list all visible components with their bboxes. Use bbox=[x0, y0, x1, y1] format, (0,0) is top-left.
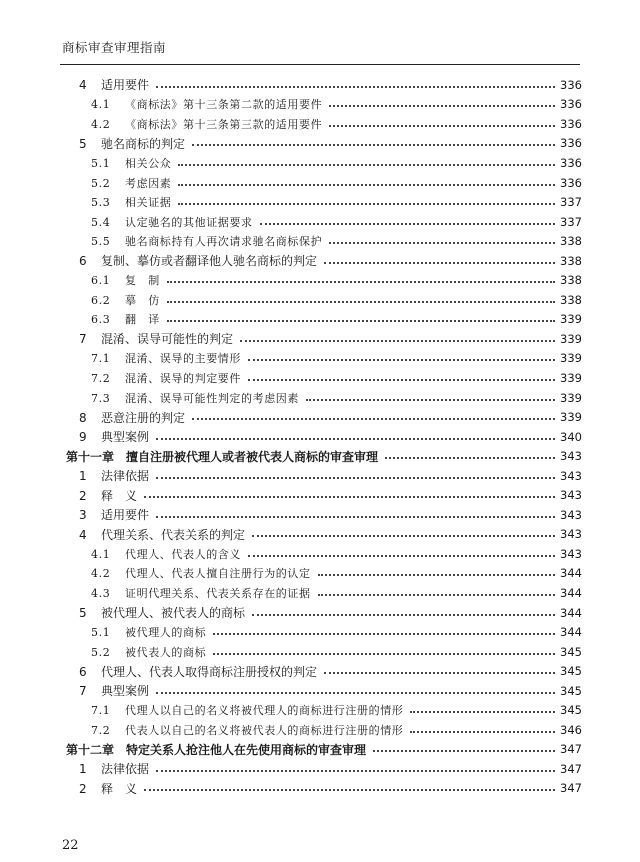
toc-entry-title: 恶意注册的判定 bbox=[101, 410, 186, 425]
toc-entry-label bbox=[91, 585, 315, 601]
toc-entry-number: 3 bbox=[79, 508, 87, 523]
toc-entry-number: 5.2 bbox=[91, 645, 111, 659]
toc-entry-number: 6 bbox=[79, 254, 87, 269]
dot-leader bbox=[329, 242, 555, 244]
toc-entry-page: 344 bbox=[560, 605, 582, 620]
toc-entry[interactable] bbox=[66, 290, 582, 310]
dot-leader bbox=[329, 105, 555, 107]
toc-entry-title: 混淆、误导可能性的判定 bbox=[101, 332, 234, 347]
toc-entry-label bbox=[79, 506, 153, 523]
dot-leader bbox=[156, 516, 555, 518]
dot-leader bbox=[318, 594, 555, 596]
toc-entry-number: 7.3 bbox=[91, 391, 111, 405]
toc-entry-page: 340 bbox=[560, 429, 582, 444]
toc-entry[interactable] bbox=[66, 525, 582, 545]
toc-entry[interactable] bbox=[66, 779, 582, 799]
dot-leader bbox=[248, 379, 555, 381]
toc-entry-page: 339 bbox=[560, 410, 582, 425]
toc-entry[interactable] bbox=[66, 349, 582, 369]
toc-entry-label bbox=[79, 76, 153, 93]
dot-leader bbox=[318, 574, 555, 576]
toc-entry-label bbox=[79, 760, 153, 777]
dot-leader bbox=[156, 438, 555, 440]
toc-entry-number: 8 bbox=[79, 410, 87, 425]
toc-entry[interactable] bbox=[66, 212, 582, 232]
toc-entry[interactable] bbox=[66, 427, 582, 447]
toc-entry[interactable] bbox=[66, 192, 582, 212]
toc-entry-page: 336 bbox=[560, 77, 582, 92]
toc-entry-number: 5.2 bbox=[91, 176, 111, 190]
toc-entry-label bbox=[79, 330, 237, 347]
toc-entry-label bbox=[91, 116, 326, 132]
toc-entry-title: 被代表人的商标 bbox=[125, 645, 207, 659]
dot-leader bbox=[329, 125, 555, 127]
toc-entry-label bbox=[91, 311, 164, 327]
toc-entry-label bbox=[79, 409, 189, 426]
toc-entry-page: 337 bbox=[560, 195, 582, 210]
toc-entry-label bbox=[91, 644, 210, 660]
toc-entry[interactable] bbox=[66, 75, 582, 95]
toc-entry-page: 343 bbox=[560, 449, 582, 464]
toc-entry[interactable] bbox=[66, 95, 582, 115]
toc-entry-page: 347 bbox=[560, 742, 582, 757]
toc-entry-label bbox=[79, 428, 153, 445]
toc-entry-label bbox=[79, 604, 249, 621]
toc-entry-number: 5 bbox=[79, 606, 87, 621]
toc-entry[interactable] bbox=[66, 153, 582, 173]
toc-entry-label bbox=[91, 624, 210, 640]
toc-entry-number: 7.2 bbox=[91, 723, 111, 737]
header-divider bbox=[60, 64, 580, 65]
toc-entry-page: 338 bbox=[560, 234, 582, 249]
dot-leader bbox=[156, 86, 555, 88]
toc-entry-page: 339 bbox=[560, 351, 582, 366]
toc-entry-label bbox=[91, 390, 303, 406]
toc-entry-number: 7.1 bbox=[91, 704, 111, 718]
toc-entry-page: 343 bbox=[560, 488, 582, 503]
toc-entry-number: 4.1 bbox=[91, 547, 111, 561]
toc-entry-page: 336 bbox=[560, 136, 582, 151]
dot-leader bbox=[248, 359, 555, 361]
toc-entry-title: 典型案例 bbox=[101, 430, 150, 445]
toc-entry-title: 第十一章 擅自注册被代理人或者被代表人商标的审查审理 bbox=[66, 449, 379, 464]
toc-entry-title: 摹 仿 bbox=[125, 293, 160, 307]
toc-entry-number: 2 bbox=[79, 488, 87, 503]
toc-entry[interactable] bbox=[66, 114, 582, 134]
toc-entry-title: 复 制 bbox=[125, 274, 160, 288]
toc-entry-page: 336 bbox=[560, 155, 582, 170]
toc-entry-number: 7 bbox=[79, 332, 87, 347]
toc-entry-label bbox=[66, 741, 370, 758]
toc-entry[interactable] bbox=[66, 388, 582, 408]
toc-entry-title: 代表人以自己的名义将被代表人的商标进行注册的情形 bbox=[125, 723, 404, 737]
dot-leader bbox=[324, 672, 555, 674]
toc-entry-page: 343 bbox=[560, 468, 582, 483]
toc-entry[interactable] bbox=[66, 622, 582, 642]
dot-leader bbox=[260, 223, 555, 225]
dot-leader bbox=[324, 262, 555, 264]
dot-leader bbox=[178, 203, 555, 205]
toc-entry-label bbox=[91, 702, 407, 718]
toc-entry-page: 343 bbox=[560, 527, 582, 542]
toc-entry-label bbox=[91, 194, 175, 210]
toc-entry-number: 5.1 bbox=[91, 156, 111, 170]
toc-entry[interactable] bbox=[66, 485, 582, 505]
toc-entry-label bbox=[91, 370, 245, 386]
toc-entry[interactable] bbox=[66, 368, 582, 388]
toc-entry-page: 343 bbox=[560, 507, 582, 522]
toc-entry-title: 认定驰名的其他证据要求 bbox=[125, 215, 253, 229]
toc-entry-page: 339 bbox=[560, 312, 582, 327]
toc-entry-label bbox=[66, 448, 382, 465]
toc-entry-page: 346 bbox=[560, 722, 582, 737]
toc-entry-title: 证明代理关系、代表关系存在的证据 bbox=[125, 586, 311, 600]
dot-leader bbox=[192, 144, 555, 146]
toc-entry[interactable] bbox=[66, 661, 582, 681]
dot-leader bbox=[156, 477, 555, 479]
toc-entry-title: 驰名商标的判定 bbox=[101, 136, 186, 151]
toc-entry-label bbox=[91, 155, 175, 171]
toc-entry-label bbox=[91, 96, 326, 112]
toc-entry-title: 代理人以自己的名义将被代理人的商标进行注册的情形 bbox=[125, 704, 404, 718]
toc-entry-number: 4.1 bbox=[91, 98, 111, 112]
toc-entry-page: 338 bbox=[560, 292, 582, 307]
toc-entry-title: 相关证据 bbox=[125, 196, 172, 210]
toc-entry-label bbox=[91, 350, 245, 366]
toc-entry[interactable] bbox=[66, 505, 582, 525]
table-of-contents bbox=[66, 75, 582, 798]
dot-leader bbox=[248, 555, 555, 557]
toc-entry-page: 345 bbox=[560, 644, 582, 659]
toc-entry-title: 混淆、误导的主要情形 bbox=[125, 352, 241, 366]
toc-entry-title: 驰名商标持有人再次请求驰名商标保护 bbox=[125, 235, 323, 249]
dot-leader bbox=[156, 692, 555, 694]
toc-entry-page: 336 bbox=[560, 175, 582, 190]
toc-entry-label bbox=[91, 292, 164, 308]
dot-leader bbox=[213, 653, 555, 655]
toc-entry-title: 复制、摹仿或者翻译他人驰名商标的判定 bbox=[101, 254, 318, 269]
toc-entry[interactable] bbox=[66, 564, 582, 584]
toc-entry[interactable] bbox=[66, 329, 582, 349]
toc-entry-number: 4.2 bbox=[91, 117, 111, 131]
toc-entry-label bbox=[91, 233, 326, 249]
toc-entry-label bbox=[91, 722, 407, 738]
toc-entry[interactable] bbox=[66, 544, 582, 564]
dot-leader bbox=[252, 535, 555, 537]
dot-leader bbox=[385, 457, 555, 459]
toc-entry-number: 7 bbox=[79, 684, 87, 699]
dot-leader bbox=[373, 750, 555, 752]
toc-entry-page: 338 bbox=[560, 273, 582, 288]
dot-leader bbox=[144, 496, 555, 498]
toc-entry-page: 347 bbox=[560, 781, 582, 796]
toc-entry[interactable] bbox=[66, 173, 582, 193]
dot-leader bbox=[192, 418, 555, 420]
toc-entry-page: 336 bbox=[560, 97, 582, 112]
toc-entry-title: 混淆、误导的判定要件 bbox=[125, 371, 241, 385]
toc-entry-number: 4 bbox=[79, 78, 87, 93]
page-number: 22 bbox=[62, 838, 79, 853]
dot-leader bbox=[306, 399, 555, 401]
toc-entry-title: 被代理人、被代表人的商标 bbox=[101, 606, 246, 621]
toc-entry-label bbox=[79, 487, 141, 504]
toc-entry-title: 被代理人的商标 bbox=[125, 626, 207, 640]
toc-entry-number: 9 bbox=[79, 430, 87, 445]
toc-entry-number: 6 bbox=[79, 664, 87, 679]
toc-entry-page: 336 bbox=[560, 116, 582, 131]
toc-entry-title: 典型案例 bbox=[101, 684, 150, 699]
toc-entry[interactable] bbox=[66, 270, 582, 290]
toc-entry-number: 5.1 bbox=[91, 626, 111, 640]
toc-entry-page: 345 bbox=[560, 683, 582, 698]
toc-entry-title: 释 义 bbox=[101, 781, 138, 796]
toc-entry[interactable] bbox=[66, 466, 582, 486]
dot-leader bbox=[167, 281, 555, 283]
toc-chapter-entry[interactable] bbox=[66, 740, 582, 760]
toc-entry[interactable] bbox=[66, 251, 582, 271]
toc-entry-title: 法律依据 bbox=[101, 762, 150, 777]
dot-leader bbox=[144, 789, 555, 791]
toc-entry[interactable] bbox=[66, 701, 582, 721]
toc-entry-title: 代理人、代表人的含义 bbox=[125, 547, 241, 561]
toc-entry-number: 5 bbox=[79, 136, 87, 151]
toc-entry[interactable] bbox=[66, 231, 582, 251]
toc-entry-label bbox=[79, 252, 321, 269]
toc-entry-number: 4.2 bbox=[91, 567, 111, 581]
toc-entry-label bbox=[79, 682, 153, 699]
toc-entry-page: 344 bbox=[560, 625, 582, 640]
dot-leader bbox=[178, 164, 555, 166]
dot-leader bbox=[156, 770, 555, 772]
toc-entry[interactable] bbox=[66, 759, 582, 779]
running-header: 商标审查审理指南 bbox=[62, 40, 167, 55]
toc-entry-title: 《商标法》第十三条第三款的适用要件 bbox=[125, 117, 323, 131]
toc-entry-label bbox=[91, 214, 257, 230]
toc-entry-label bbox=[79, 780, 141, 797]
toc-entry-number: 6.3 bbox=[91, 313, 111, 327]
toc-entry-title: 考虑因素 bbox=[125, 176, 172, 190]
dot-leader bbox=[410, 731, 555, 733]
toc-entry-title: 适用要件 bbox=[101, 508, 150, 523]
toc-entry-number: 5.3 bbox=[91, 196, 111, 210]
toc-entry-number: 7.1 bbox=[91, 352, 111, 366]
toc-entry-page: 339 bbox=[560, 331, 582, 346]
toc-entry-page: 344 bbox=[560, 585, 582, 600]
toc-entry-title: 《商标法》第十三条第二款的适用要件 bbox=[125, 98, 323, 112]
toc-entry-title: 代理人、代表人擅自注册行为的认定 bbox=[125, 567, 311, 581]
toc-entry-title: 释 义 bbox=[101, 488, 138, 503]
dot-leader bbox=[167, 301, 555, 303]
dot-leader bbox=[240, 340, 555, 342]
toc-chapter-entry[interactable] bbox=[66, 446, 582, 466]
toc-entry-label bbox=[91, 546, 245, 562]
toc-entry-title: 适用要件 bbox=[101, 78, 150, 93]
toc-entry-label bbox=[79, 467, 153, 484]
dot-leader bbox=[167, 320, 555, 322]
toc-entry-page: 347 bbox=[560, 761, 582, 776]
dot-leader bbox=[178, 184, 555, 186]
toc-entry-page: 337 bbox=[560, 214, 582, 229]
toc-entry-number: 7.2 bbox=[91, 371, 111, 385]
toc-entry-page: 338 bbox=[560, 253, 582, 268]
toc-entry-label bbox=[79, 663, 321, 680]
toc-entry-label bbox=[79, 526, 249, 543]
toc-entry-title: 代理关系、代表关系的判定 bbox=[101, 527, 246, 542]
dot-leader bbox=[410, 711, 555, 713]
toc-entry[interactable] bbox=[66, 134, 582, 154]
toc-entry-label bbox=[91, 175, 175, 191]
toc-entry-page: 343 bbox=[560, 546, 582, 561]
toc-entry-page: 345 bbox=[560, 664, 582, 679]
toc-entry[interactable] bbox=[66, 583, 582, 603]
toc-entry-number: 4.3 bbox=[91, 586, 111, 600]
toc-entry-title: 法律依据 bbox=[101, 469, 150, 484]
toc-entry-number: 6.2 bbox=[91, 293, 111, 307]
dot-leader bbox=[213, 633, 555, 635]
toc-entry-page: 345 bbox=[560, 703, 582, 718]
toc-entry[interactable] bbox=[66, 681, 582, 701]
toc-entry-title: 相关公众 bbox=[125, 156, 172, 170]
toc-entry-title: 第十二章 特定关系人抢注他人在先使用商标的审查审理 bbox=[66, 742, 367, 757]
toc-entry-number: 1 bbox=[79, 762, 87, 777]
toc-entry-number: 5.4 bbox=[91, 215, 111, 229]
toc-entry-title: 翻 译 bbox=[125, 313, 160, 327]
toc-entry-page: 339 bbox=[560, 390, 582, 405]
toc-entry-label bbox=[79, 135, 189, 152]
toc-entry-page: 339 bbox=[560, 370, 582, 385]
toc-entry-page: 344 bbox=[560, 566, 582, 581]
toc-entry-number: 4 bbox=[79, 527, 87, 542]
toc-entry-label bbox=[91, 272, 164, 288]
toc-entry[interactable] bbox=[66, 310, 582, 330]
toc-entry[interactable] bbox=[66, 407, 582, 427]
toc-entry-number: 6.1 bbox=[91, 274, 111, 288]
toc-entry[interactable] bbox=[66, 720, 582, 740]
toc-entry-title: 代理人、代表人取得商标注册授权的判定 bbox=[101, 664, 318, 679]
toc-entry-number: 1 bbox=[79, 469, 87, 484]
toc-entry[interactable] bbox=[66, 642, 582, 662]
dot-leader bbox=[252, 614, 555, 616]
toc-entry-title: 混淆、误导可能性判定的考虑因素 bbox=[125, 391, 299, 405]
toc-entry[interactable] bbox=[66, 603, 582, 623]
toc-entry-number: 2 bbox=[79, 781, 87, 796]
toc-entry-number: 5.5 bbox=[91, 235, 111, 249]
toc-entry-label bbox=[91, 565, 315, 581]
